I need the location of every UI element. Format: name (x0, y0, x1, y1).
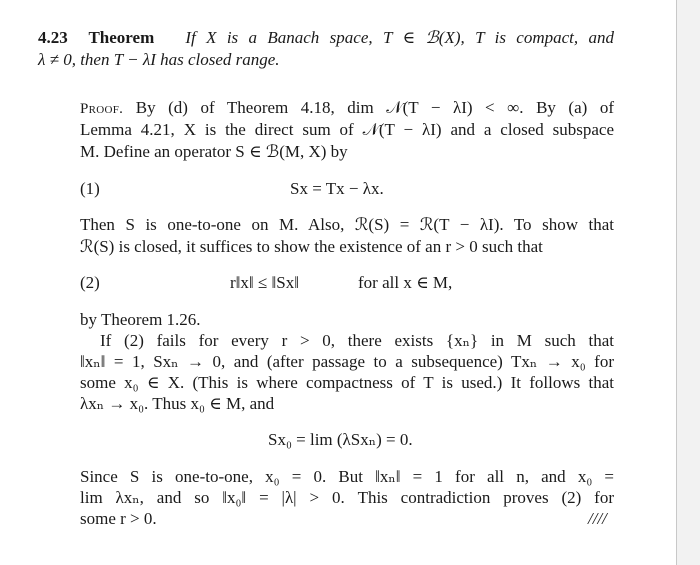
proof-line-3: M. Define an operator S ∈ ℬ(M, X) by (80, 142, 348, 161)
equation-3: Sx₀ = lim (λSxₙ) = 0. (268, 430, 413, 449)
theorem-number: 4.23 (38, 28, 68, 47)
equation-2-number: (2) (80, 273, 100, 292)
para2-line-2: ℛ(S) is closed, it suffices to show the existence of an r > 0 such that (80, 237, 543, 256)
proof-label: Proof. (80, 101, 124, 117)
theorem-line-1 (38, 28, 614, 48)
proof-text-1: By (d) of Theorem 4.18, dim 𝒩(T − λI) < ∞. By (a) of (135, 98, 614, 117)
para2-line-1: Then S is one-to-one on M. Also, ℛ(S) = ℛ(T − λI). To show that (80, 215, 614, 234)
para3-line: by Theorem 1.26. (80, 310, 201, 329)
para4-line-2: ‖xₙ‖ = 1, Sxₙ → 0, and (after passage to a subsequence) Txₙ → x₀ for (80, 352, 614, 371)
theorem-statement-2: λ ≠ 0, then T − λI has closed range. (38, 50, 280, 69)
equation-1: Sx = Tx − λx. (290, 179, 384, 198)
proof-line-2: Lemma 4.21, X is the direct sum of 𝒩(T − λI) and a closed subspace (80, 120, 614, 139)
equation-2-lhs: r‖x‖ ≤ ‖Sx‖ (230, 273, 300, 292)
para4-line-1: If (2) fails for every r > 0, there exists {xₙ} in M such that (100, 331, 614, 350)
theorem-line-2 (38, 50, 614, 70)
equation-2-rhs: for all x ∈ M, (358, 273, 453, 292)
theorem-title: Theorem (88, 28, 155, 47)
equation-1-number: (1) (80, 179, 100, 198)
page-edge (676, 0, 700, 565)
theorem-statement-1: If X is a Banach space, T ∈ ℬ(X), T is compact, and (185, 28, 615, 47)
para5-line-1: Since S is one-to-one, x₀ = 0. But ‖xₙ‖ = 1 for all n, and x₀ = (80, 467, 614, 486)
para4-line-3: some x₀ ∈ X. (This is where compactness of T is used.) It follows that (80, 373, 614, 392)
para5-line-2: lim λxₙ, and so ‖x₀‖ = |λ| > 0. This contradiction proves (2) for (80, 488, 614, 507)
proof-line-1 (80, 98, 614, 119)
para5-line-3: some r > 0. (80, 509, 157, 528)
para4-line-4: λxₙ → x₀. Thus x₀ ∈ M, and (80, 394, 275, 413)
qed-mark: //// (588, 509, 607, 528)
